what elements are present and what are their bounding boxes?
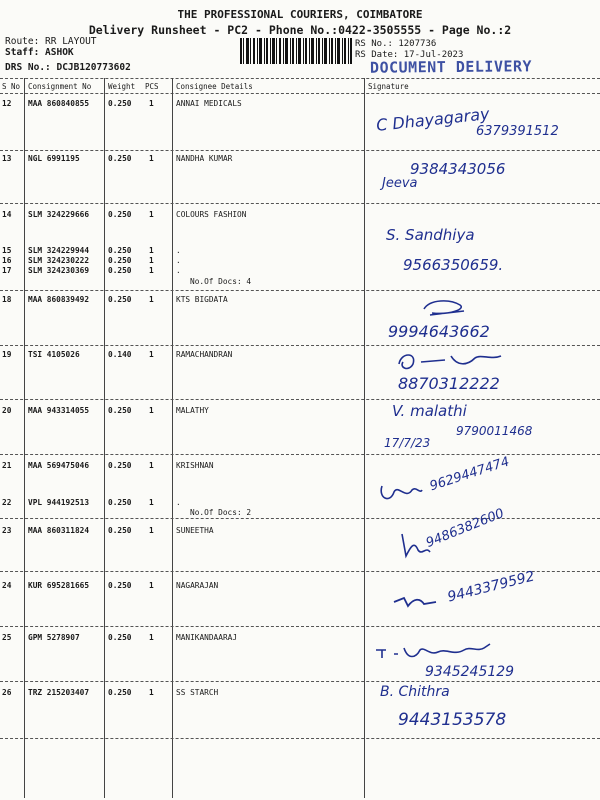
- row-pcs: 1: [149, 256, 154, 265]
- signature-phone: 9443153578: [398, 710, 507, 730]
- row-pcs: 1: [149, 246, 154, 255]
- col-header-weight: Weight: [108, 82, 136, 91]
- row-sno: 14: [2, 210, 12, 219]
- signature-handwriting: C Dhayagaray: [375, 104, 491, 135]
- row-sno: 22: [2, 498, 12, 507]
- row-consignee: MALATHY: [176, 406, 209, 415]
- row-divider: [0, 626, 600, 627]
- row-divider: [0, 150, 600, 151]
- barcode-icon: [240, 38, 352, 64]
- drs-label: DRS No.: DCJB120773602: [5, 62, 131, 73]
- row-weight: 0.250: [108, 406, 132, 415]
- row-sno: 25: [2, 633, 12, 642]
- report-subtitle: Delivery Runsheet - PC2 - Phone No.:0422-3505555 - Page No.:2: [88, 23, 512, 37]
- signature-handwriting: V. malathi: [392, 402, 467, 420]
- row-pcs: 1: [149, 581, 154, 590]
- row-pcs: 1: [149, 498, 154, 507]
- row-consignment: SLM 324230222: [28, 256, 90, 265]
- row-divider: [0, 518, 600, 519]
- row-weight: 0.250: [108, 246, 132, 255]
- row-divider: [0, 290, 600, 291]
- row-weight: 0.250: [108, 633, 132, 642]
- row-consignee: .: [176, 498, 181, 507]
- row-divider: [0, 571, 600, 572]
- row-sno: 17: [2, 266, 12, 275]
- row-consignment: GPM 5278907: [28, 633, 80, 642]
- row-consignment: VPL 944192513: [28, 498, 90, 507]
- column-divider: [172, 78, 173, 798]
- row-consignment: MAA 943314055: [28, 406, 90, 415]
- row-sno: 12: [2, 99, 12, 108]
- row-consignment: SLM 324229666: [28, 210, 90, 219]
- row-weight: 0.250: [108, 256, 132, 265]
- signature-phone: 9629447474: [428, 454, 512, 495]
- column-divider: [104, 78, 105, 798]
- row-consignment: TRZ 215203407: [28, 688, 90, 697]
- row-consignee: RAMACHANDRAN: [176, 350, 233, 359]
- column-divider: [24, 78, 25, 798]
- column-divider: [364, 78, 365, 798]
- signature-scribble-icon: [390, 592, 440, 612]
- row-divider: [0, 454, 600, 455]
- signature-handwriting: B. Chithra: [380, 684, 450, 700]
- row-pcs: 1: [149, 295, 154, 304]
- report-title: THE PROFESSIONAL COURIERS, COIMBATORE: [177, 8, 423, 21]
- row-weight: 0.250: [108, 295, 132, 304]
- row-consignee: KRISHNAN: [176, 461, 214, 470]
- row-consignment: MAA 569475046: [28, 461, 90, 470]
- row-consignment: SLM 324230369: [28, 266, 90, 275]
- row-weight: 0.250: [108, 498, 132, 507]
- header-divider: [0, 78, 600, 79]
- signature-phone: 8870312222: [398, 374, 500, 393]
- row-sno: 16: [2, 256, 12, 265]
- signature-handwriting: Jeeva: [382, 176, 418, 191]
- document-delivery-stamp: DOCUMENT DELIVERY: [369, 57, 533, 77]
- col-header-consignee: Consignee Details: [176, 82, 253, 91]
- row-weight: 0.140: [108, 350, 132, 359]
- docs-count-note: No.Of Docs: 2: [190, 508, 252, 517]
- row-sno: 19: [2, 350, 12, 359]
- row-consignment: SLM 324229944: [28, 246, 90, 255]
- col-header-pcs: PCS: [145, 82, 159, 91]
- signature-phone: 9994643662: [388, 322, 490, 341]
- docs-count-note: No.Of Docs: 4: [190, 277, 252, 286]
- signature-phone: 9486382600: [424, 506, 507, 551]
- row-consignee: .: [176, 246, 181, 255]
- signature-phone: 9790011468: [456, 424, 533, 438]
- row-divider: [0, 345, 600, 346]
- row-sno: 18: [2, 295, 12, 304]
- row-weight: 0.250: [108, 99, 132, 108]
- signature-scribble-icon: [395, 350, 505, 374]
- row-pcs: 1: [149, 350, 154, 359]
- row-sno: 26: [2, 688, 12, 697]
- signature-phone: 9443379592: [446, 568, 537, 606]
- row-consignee: ANNAI MEDICALS: [176, 99, 242, 108]
- row-pcs: 1: [149, 633, 154, 642]
- row-pcs: 1: [149, 210, 154, 219]
- row-weight: 0.250: [108, 210, 132, 219]
- row-consignee: SS STARCH: [176, 688, 219, 697]
- row-pcs: 1: [149, 266, 154, 275]
- row-consignment: NGL 6991195: [28, 154, 80, 163]
- row-sno: 24: [2, 581, 12, 590]
- row-weight: 0.250: [108, 581, 132, 590]
- row-pcs: 1: [149, 461, 154, 470]
- row-pcs: 1: [149, 99, 154, 108]
- row-consignee: NANDHA KUMAR: [176, 154, 233, 163]
- rs-date: RS Date: 17-Jul-2023: [355, 50, 464, 60]
- row-weight: 0.250: [108, 688, 132, 697]
- row-consignee: SUNEETHA: [176, 526, 214, 535]
- signature-phone: 9384343056: [410, 160, 506, 178]
- row-pcs: 1: [149, 526, 154, 535]
- signature-scribble-icon: [420, 297, 470, 319]
- row-weight: 0.250: [108, 526, 132, 535]
- row-sno: 23: [2, 526, 12, 535]
- row-consignee: .: [176, 256, 181, 265]
- row-consignment: MAA 860840855: [28, 99, 90, 108]
- row-consignment: KUR 695281665: [28, 581, 90, 590]
- signature-phone: 6379391512: [476, 124, 559, 139]
- row-sno: 13: [2, 154, 12, 163]
- row-consignment: MAA 860311824: [28, 526, 90, 535]
- row-consignee: KTS BIGDATA: [176, 295, 228, 304]
- signature-date: 17/7/23: [384, 436, 431, 450]
- staff-label: Staff: ASHOK: [5, 47, 74, 58]
- row-sno: 21: [2, 461, 12, 470]
- signature-scribble-icon: [372, 642, 502, 664]
- rs-number: RS No.: 1207736: [355, 39, 437, 49]
- row-consignment: MAA 860839492: [28, 295, 90, 304]
- row-weight: 0.250: [108, 266, 132, 275]
- row-weight: 0.250: [108, 154, 132, 163]
- row-divider: [0, 203, 600, 204]
- col-header-consignment: Consignment No: [28, 82, 92, 91]
- row-divider: [0, 738, 600, 739]
- header-divider: [0, 93, 600, 94]
- row-consignee: NAGARAJAN: [176, 581, 219, 590]
- col-header-sno: S No: [2, 82, 21, 91]
- route-label: Route: RR LAYOUT: [5, 36, 97, 47]
- signature-phone: 9566350659.: [403, 256, 504, 274]
- row-sno: 15: [2, 246, 12, 255]
- row-pcs: 1: [149, 406, 154, 415]
- row-divider: [0, 681, 600, 682]
- signature-scribble-icon: [376, 480, 426, 508]
- row-pcs: 1: [149, 688, 154, 697]
- row-weight: 0.250: [108, 461, 132, 470]
- row-divider: [0, 399, 600, 400]
- signature-handwriting: S. Sandhiya: [386, 226, 475, 244]
- row-pcs: 1: [149, 154, 154, 163]
- row-consignee: MANIKANDAARAJ: [176, 633, 238, 642]
- signature-phone: 9345245129: [425, 664, 515, 680]
- row-consignment: TSI 4105026: [28, 350, 80, 359]
- row-consignee: .: [176, 266, 181, 275]
- row-consignee: COLOURS FASHION: [176, 210, 247, 219]
- col-header-signature: Signature: [368, 82, 409, 91]
- row-sno: 20: [2, 406, 12, 415]
